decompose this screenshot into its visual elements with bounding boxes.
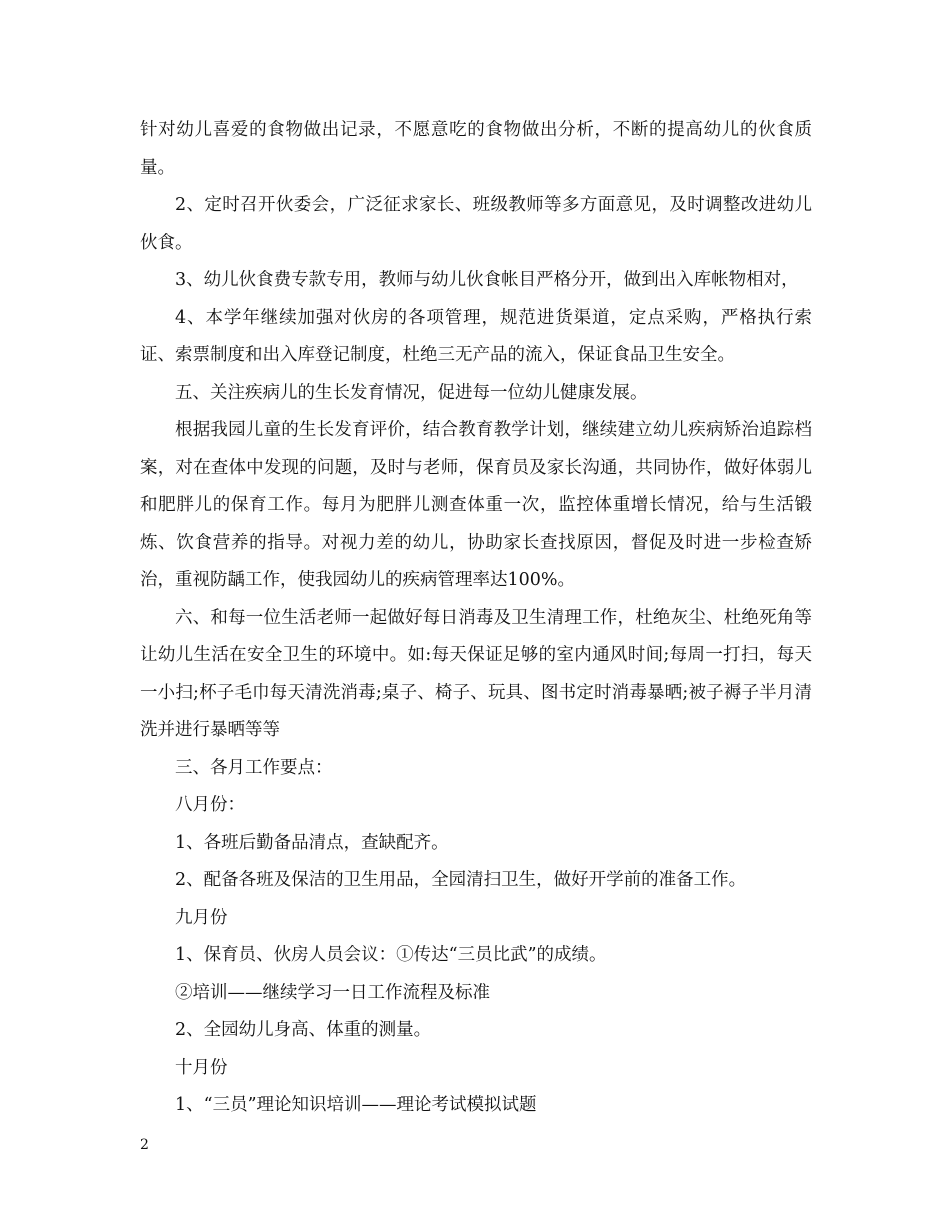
month-october: 十月份 (175, 1057, 228, 1078)
section-heading-monthly: 三、各月工作要点： (175, 757, 333, 778)
month-august: 八月份： (175, 795, 245, 815)
paragraph-2: 2、定时召开伙委会，广泛征求家长、班级教师等多方面意见，及时调整改进幼儿伙食。 (140, 195, 812, 253)
month-september: 九月份 (175, 907, 228, 928)
paragraph-1: 针对幼儿喜爱的食物做出记录，不愿意吃的食物做出分析，不断的提高幼儿的伙食质量。 (140, 120, 812, 178)
september-item-1: 1、保育员、伙房人员会议：①传达“三员比武”的成绩。 (175, 945, 607, 965)
section-heading-6: 六、和每一位生活老师一起做好每日消毒及卫生清理工作，杜绝灰尘、杜绝死角等让幼儿生活在安全卫生的环境中。如:每天保证足够的室内通风时间;每周一打扫，每天一小扫;杯子毛巾每天清洗消毒;桌子、椅子、玩具、图书定时消毒暴晒;被子褥子半月清洗并进行暴晒等等 (140, 607, 812, 740)
paragraph-4: 4、本学年继续加强对伙房的各项管理，规范进货渠道，定点采购，严格执行索证、索票制度和出入库登记制度，杜绝三无产品的流入，保证食品卫生安全。 (140, 307, 812, 365)
document-body (140, 112, 812, 1125)
august-item-1: 1、各班后勤备品清点，查缺配齐。 (175, 832, 449, 853)
page-number: 2 (140, 1137, 149, 1153)
october-item-1: 1、“三员”理论知识培训——理论考试模拟试题 (175, 1095, 537, 1115)
september-item-1b: ②培训——继续学习一日工作流程及标准 (175, 982, 490, 1003)
paragraph-3: 3、幼儿伙食费专款专用，教师与幼儿伙食帐目严格分开，做到出入库帐物相对， (175, 270, 799, 290)
section-heading-5: 五、关注疾病儿的生长发育情况，促进每一位幼儿健康发展。 (175, 382, 648, 403)
september-item-2: 2、全园幼儿身高、体重的测量。 (175, 1020, 432, 1040)
paragraph-6: 根据我园儿童的生长发育评价，结合教育教学计划，继续建立幼儿疾病矫治追踪档案，对在查体中发现的问题，及时与老师，保育员及家长沟通，共同协作，做好体弱儿和肥胖儿的保育工作。每月为肥胖儿测查体重一次，监控体重增长情况，给与生活锻炼、饮食营养的指导。对视力差的幼儿，协助家长查找原因，督促及时进一步检查矫治，重视防龋工作，使我园幼儿的疾病管理率达100%。 (140, 420, 812, 590)
august-item-2: 2、配备各班及保洁的卫生用品，全园清扫卫生，做好开学前的准备工作。 (175, 870, 747, 890)
